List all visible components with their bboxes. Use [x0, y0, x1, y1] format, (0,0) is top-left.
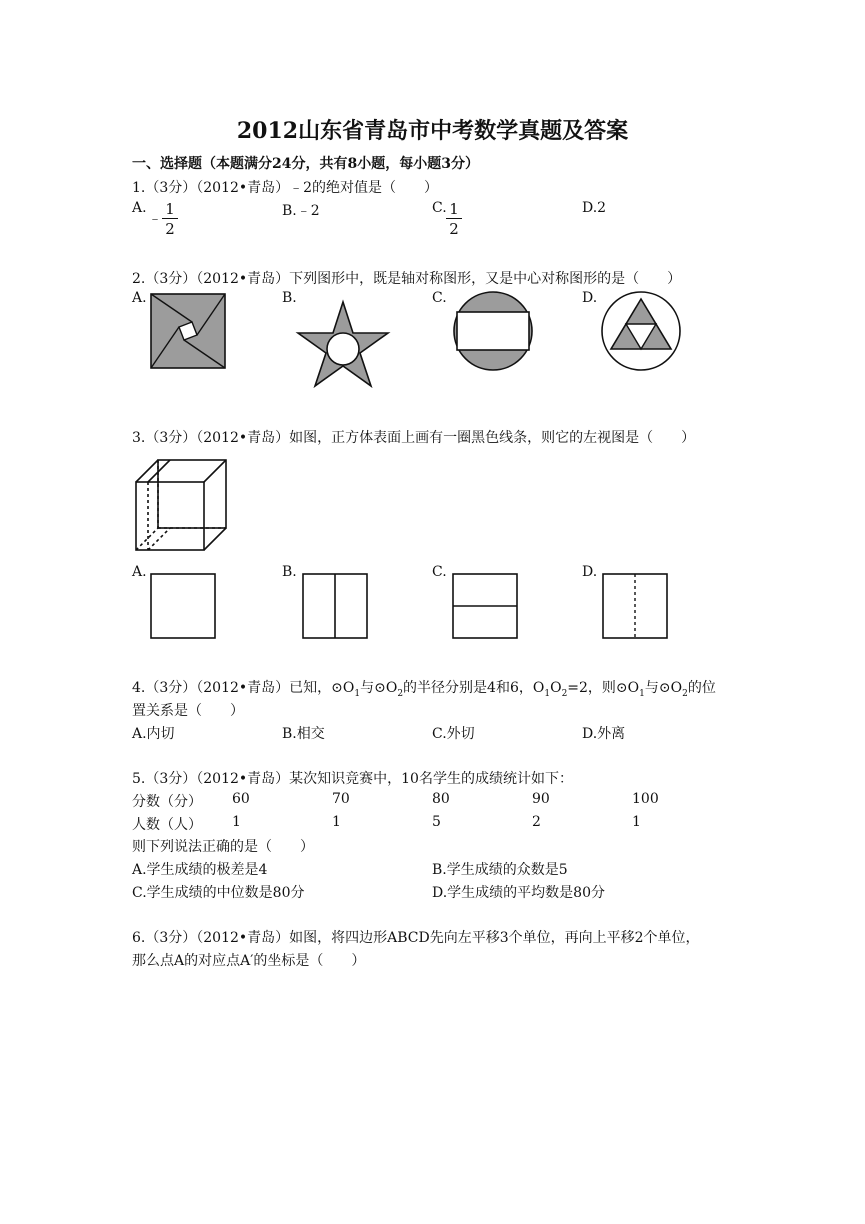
q5-table-cell: 5 [432, 814, 441, 830]
q2-figure-b-star-circle [296, 300, 390, 388]
q5-option-c: C.学生成绩的中位数是80分 [132, 885, 305, 901]
q4-option-d: D.外离 [582, 726, 626, 742]
q1-option-c-denominator: 2 [449, 220, 459, 238]
q1-option-a-denominator: 2 [165, 220, 175, 238]
q2-figure-a-pinwheel-square [150, 293, 226, 369]
q1-stem: 1.（3分）（2012•青岛）﹣2的绝对值是（ ） [132, 180, 439, 196]
q3-option-d-label: D. [582, 564, 598, 580]
q3-option-b-square-vertical-line [302, 573, 368, 639]
q4-option-b: B.相交 [282, 726, 325, 742]
q1-option-a-numerator: 1 [162, 200, 178, 219]
q4-subscript: 2 [561, 688, 568, 699]
q1-option-b: B.﹣2 [282, 203, 320, 219]
q5-table-cell: 1 [632, 814, 641, 830]
q4-subscript: 2 [397, 688, 404, 699]
q4-stem [132, 677, 716, 699]
q3-cube-figure [134, 458, 230, 554]
q2-option-d-label: D. [582, 290, 598, 306]
q6-stem-line1: 6.（3分）（2012•青岛）如图，将四边形ABCD先向左平移3个单位，再向上平移2个单位， [132, 930, 700, 946]
q5-table-cell: 1 [332, 814, 341, 830]
q5-table-cell: 80 [432, 791, 450, 807]
q1-option-c-label: C. [432, 200, 447, 216]
q5-table-cell: 100 [632, 791, 659, 807]
q4-subscript: 1 [354, 688, 361, 699]
q2-option-a-label: A. [132, 290, 147, 306]
section-heading: 一、选择题（本题满分24分，共有8小题，每小题3分） [132, 156, 479, 172]
q3-option-c-label: C. [432, 564, 447, 580]
q4-option-c: C.外切 [432, 726, 475, 742]
q4-stem-part: 的半径分别是4和6，O [403, 680, 545, 696]
q5-stem: 5.（3分）（2012•青岛）某次知识竞赛中，10名学生的成绩统计如下： [132, 771, 573, 787]
q1-option-c-fraction [446, 200, 462, 239]
q3-stem: 3.（3分）（2012•青岛）如图，正方体表面上画有一圈黑色线条，则它的左视图是（ ） [132, 430, 696, 446]
q2-option-b-label: B. [282, 290, 297, 306]
q5-table-cell: 70 [332, 791, 350, 807]
q4-option-a: A.内切 [132, 726, 175, 742]
q4-stem-part: 与⊙O [644, 680, 683, 696]
q4-stem-part: O [550, 680, 562, 696]
q1-option-a-fraction [162, 200, 178, 239]
q5-option-d: D.学生成绩的平均数是80分 [432, 885, 605, 901]
q2-stem: 2.（3分）（2012•青岛）下列图形中，既是轴对称图形，又是中心对称图形的是（ ） [132, 271, 682, 287]
q4-stem-part: =2，则⊙O [567, 680, 640, 696]
q5-table-header-count: 人数（人） [132, 817, 202, 833]
q5-table-header-score: 分数（分） [132, 794, 202, 810]
q5-table-cell: 1 [232, 814, 241, 830]
q4-stem-part: 4.（3分）（2012•青岛）已知，⊙O [132, 680, 355, 696]
q2-figure-d-circle-triangle [600, 290, 682, 372]
q4-subscript: 2 [682, 688, 688, 699]
q5-table-cell: 90 [532, 791, 550, 807]
q4-stem-part: 的位 [687, 680, 716, 696]
q5-option-a: A.学生成绩的极差是4 [132, 862, 268, 878]
q5-table-cell: 60 [232, 791, 250, 807]
q3-option-a-square [150, 573, 216, 639]
page-title: 2012山东省青岛市中考数学真题及答案 [236, 118, 629, 144]
q5-question: 则下列说法正确的是（ ） [132, 839, 314, 855]
q4-subscript: 1 [639, 688, 645, 699]
q4-subscript: 1 [544, 688, 551, 699]
q1-option-d: D.2 [582, 200, 607, 216]
q5-table-cell: 2 [532, 814, 541, 830]
q2-figure-c-circle-rectangle [452, 290, 534, 372]
q1-option-a-sign: ﹣ [148, 211, 162, 227]
q4-stem-line2: 置关系是（ ） [132, 703, 244, 719]
q3-option-d-square-dashed-line [602, 573, 668, 639]
q3-option-c-square-horizontal-line [452, 573, 518, 639]
q1-option-a-label: A. [132, 200, 147, 216]
q1-option-c-numerator: 1 [446, 200, 462, 219]
q6-stem-line2: 那么点A的对应点A′的坐标是（ ） [132, 953, 366, 969]
q3-option-b-label: B. [282, 564, 297, 580]
q3-option-a-label: A. [132, 564, 147, 580]
q5-option-b: B.学生成绩的众数是5 [432, 862, 568, 878]
q2-option-c-label: C. [432, 290, 447, 306]
q4-stem-part: 与⊙O [360, 680, 398, 696]
